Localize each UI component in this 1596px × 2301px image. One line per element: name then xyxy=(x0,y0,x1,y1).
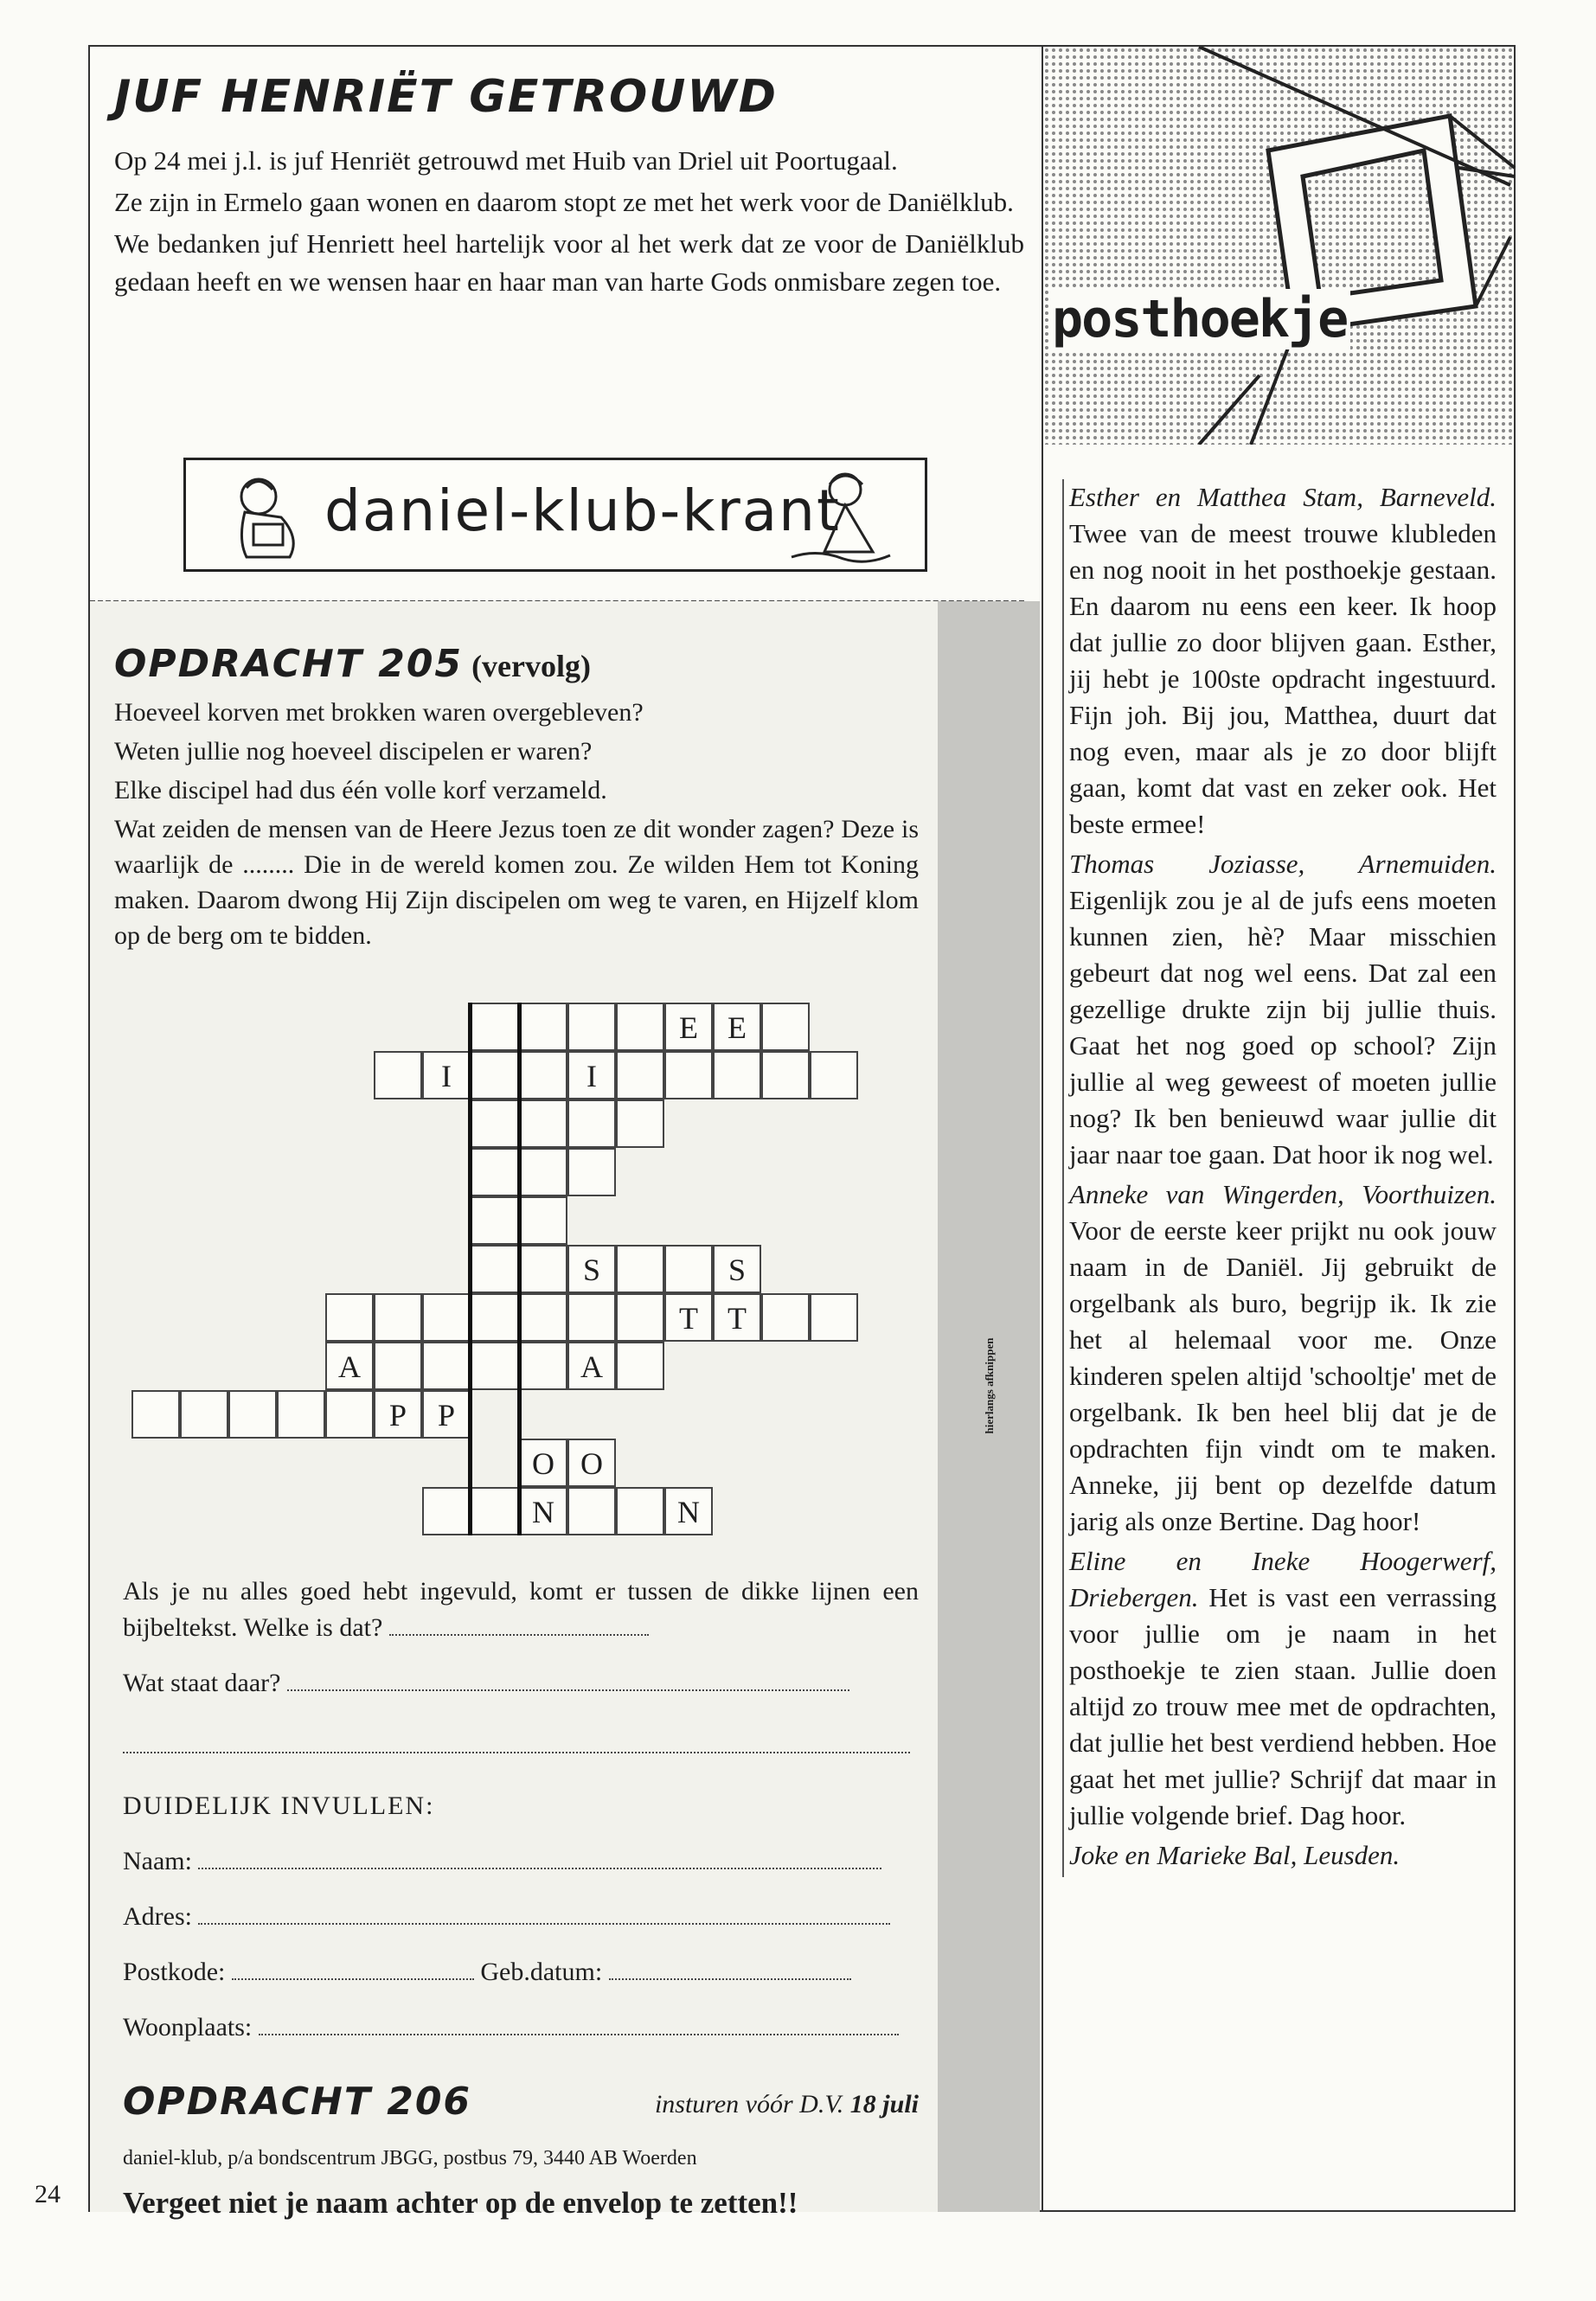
crossword-cell[interactable] xyxy=(519,1148,567,1196)
crossword-cell[interactable]: A xyxy=(325,1342,374,1390)
crossword-cell[interactable] xyxy=(519,1245,567,1293)
answer-form xyxy=(123,1574,919,2046)
cut-here-vertical-label: hierlangs afknippen xyxy=(983,1337,996,1434)
letter-entry xyxy=(1069,846,1497,1173)
crossword-cell[interactable]: P xyxy=(374,1390,422,1439)
announcement-paragraph: We bedanken juf Henriett heel hartelijk voor al het werk dat ze voor de Daniëlklub gedaan heeft en we wensen haar en haar man van harte Gods onmisbare zegen toe. xyxy=(114,228,1024,297)
fill-heading: DUIDELIJK INVULLEN: xyxy=(123,1791,435,1820)
opdracht-206 xyxy=(123,2080,919,2221)
crossword-cell[interactable] xyxy=(374,1342,422,1390)
crossword-cell[interactable]: S xyxy=(713,1245,761,1293)
crossword-cell[interactable]: E xyxy=(664,1003,713,1051)
crossword-cell[interactable]: T xyxy=(713,1293,761,1342)
left-column xyxy=(90,47,1042,2220)
question-line: Weten jullie nog hoeveel discipelen er waren? xyxy=(114,737,593,766)
crossword-cell[interactable] xyxy=(664,1245,713,1293)
crossword-cell[interactable]: A xyxy=(567,1342,616,1390)
announcement-paragraph: Op 24 mei j.l. is juf Henriët getrouwd met Huib van Driel uit Poortugaal. xyxy=(114,145,898,176)
crossword-cell[interactable] xyxy=(616,1003,664,1051)
letter-entry xyxy=(1069,479,1497,843)
crossword-cell[interactable] xyxy=(228,1390,277,1439)
crossword-cell[interactable] xyxy=(567,1099,616,1148)
crossword-cell[interactable]: O xyxy=(519,1439,567,1487)
crossword-cell[interactable]: I xyxy=(422,1051,471,1099)
crossword-cell[interactable] xyxy=(519,1342,567,1390)
letter-entry xyxy=(1069,1543,1497,1834)
crossword-cell[interactable] xyxy=(180,1390,228,1439)
crossword-cell[interactable] xyxy=(567,1293,616,1342)
crossword-cell[interactable]: N xyxy=(519,1487,567,1535)
question-line: Hoeveel korven met brokken waren overgebleven? xyxy=(114,698,644,727)
crossword-cell[interactable] xyxy=(810,1293,858,1342)
envelopes-illustration-icon xyxy=(1043,47,1516,445)
gebdatum-label: Geb.datum: xyxy=(480,1958,603,1986)
right-column xyxy=(1043,47,1514,2210)
posthoekje-title: posthoekje xyxy=(1048,289,1350,349)
crossword-cell[interactable] xyxy=(713,1051,761,1099)
letter-text: Voor de eerste keer prijkt nu ook jouw naam in de Daniël. Jij gebruikt de orgelbank als buro, begrijp ik. Ik zie het al helemaal voor me. Onze kinderen spelen altijd 'schooltje' met de orgelbank. Ik ben heel blij dat je de opdrachten fijn vindt om te maken. Anneke, jij bent op dezelfde datum jarig als onze Bertine. Dag hoor! xyxy=(1069,1215,1497,1536)
crossword-cell[interactable] xyxy=(519,1003,567,1051)
crossword-cell[interactable] xyxy=(471,1099,519,1148)
crossword-cell[interactable] xyxy=(567,1148,616,1196)
answer-line[interactable] xyxy=(287,1670,849,1691)
crossword-cell[interactable] xyxy=(277,1390,325,1439)
question-line: Elke discipel had dus één volle korf verzameld. xyxy=(114,776,607,804)
crossword-cell[interactable]: N xyxy=(664,1487,713,1535)
wat-staat-daar-label: Wat staat daar? xyxy=(123,1669,281,1697)
postkode-field[interactable] xyxy=(232,1959,474,1980)
crossword-thick-line xyxy=(468,1003,472,1535)
crossword-cell[interactable] xyxy=(325,1293,374,1342)
letter-entry xyxy=(1069,1837,1497,1874)
wat-staat-daar-row xyxy=(123,1665,919,1702)
opdracht-205 xyxy=(114,642,919,957)
crossword-cell[interactable] xyxy=(567,1003,616,1051)
crossword-cell[interactable] xyxy=(131,1390,180,1439)
page-number: 24 xyxy=(35,2180,61,2208)
crossword-cell[interactable]: T xyxy=(664,1293,713,1342)
crossword-cell[interactable] xyxy=(616,1487,664,1535)
naam-field[interactable] xyxy=(198,1849,881,1869)
letters-list xyxy=(1062,479,1497,1877)
crossword-cell[interactable] xyxy=(422,1342,471,1390)
letter-text: Eigenlijk zou je al de jufs eens moeten kunnen zien, hè? Maar misschien gebeurt dat nog wel eens. Dat zal een gezellige drukte zijn bij jullie thuis. Gaat het nog goed op school? Zijn jullie al weg geweest of moeten jullie nog? Ik ben benieuwd waar jullie dit jaar naar toe gaan. Dat hoor ik nog wel. xyxy=(1069,885,1497,1170)
crossword-cell[interactable]: S xyxy=(567,1245,616,1293)
crossword-cell[interactable] xyxy=(471,1051,519,1099)
gebdatum-field[interactable] xyxy=(609,1959,851,1980)
crossword-cell[interactable] xyxy=(519,1051,567,1099)
dancing-girl-drawing-icon xyxy=(783,465,895,569)
crossword-cell[interactable] xyxy=(471,1196,519,1245)
crossword-cell[interactable] xyxy=(616,1099,664,1148)
banner-text: daniel-klub-krant xyxy=(324,478,841,544)
crossword-cell[interactable] xyxy=(374,1051,422,1099)
crossword-cell[interactable] xyxy=(422,1487,471,1535)
crossword-cell[interactable]: I xyxy=(567,1051,616,1099)
woonplaats-field[interactable] xyxy=(259,2015,899,2035)
adres-row xyxy=(123,1899,919,1935)
letter-author: Anneke van Wingerden, Voorthuizen. xyxy=(1069,1179,1497,1209)
posthoekje-header xyxy=(1043,47,1516,445)
letter-entry xyxy=(1069,1176,1497,1540)
crossword-puzzle xyxy=(131,1003,910,1556)
crossword-cell[interactable] xyxy=(761,1293,810,1342)
crossword-cell[interactable]: P xyxy=(422,1390,471,1439)
crossword-cell[interactable] xyxy=(761,1003,810,1051)
answer-line[interactable] xyxy=(389,1615,649,1636)
crossword-cell[interactable] xyxy=(471,1245,519,1293)
crossword-cell[interactable] xyxy=(325,1390,374,1439)
naam-label: Naam: xyxy=(123,1847,192,1875)
crossword-cell[interactable]: O xyxy=(567,1439,616,1487)
crossword-cell[interactable] xyxy=(519,1293,567,1342)
magazine-page xyxy=(88,45,1516,2220)
crossword-cell[interactable] xyxy=(616,1245,664,1293)
crossword-cell[interactable] xyxy=(519,1099,567,1148)
letter-author: Thomas Joziasse, Arnemuiden. xyxy=(1069,849,1497,879)
reading-child-drawing-icon xyxy=(221,471,316,566)
opdracht-206-address: daniel-klub, p/a bondscentrum JBGG, postbus 79, 3440 AB Woerden xyxy=(123,2147,697,2170)
opdracht-206-title: OPDRACHT 206 xyxy=(123,2080,472,2124)
postkode-row xyxy=(123,1954,919,1990)
daniel-klub-krant-banner xyxy=(183,458,927,572)
letter-author: Esther en Matthea Stam, Barneveld. xyxy=(1069,482,1497,512)
letter-text: Het is vast een verrassing voor jullie om je naam in het posthoekje te zien staan. Jullie doen altijd zo trouw mee met de opdrachten, dat jullie het best verdiend hebben. Hoe gaat het met jullie? Schrijf dat maar in jullie volgende brief. Dag hoor. xyxy=(1069,1582,1497,1830)
letter-text: Twee van de meest trouwe klubleden en nog nooit in het posthoekje gestaan. En daarom nu eens een keer. Ik hoop dat jullie zo door blijven gaan. Esther, jij hebt je 100ste opdracht ingestuurd. Fijn joh. Bij jou, Matthea, duurt dat nog even, maar als je zo door blijft gaan, komt dat vast en zeker ook. Het beste ermee! xyxy=(1069,518,1497,839)
opdracht-205-subtitle: (vervolg) xyxy=(471,649,591,683)
announcement-paragraph: Ze zijn in Ermelo gaan wonen en daarom stopt ze met het werk voor de Daniëlklub. xyxy=(114,187,1014,217)
answer-line[interactable] xyxy=(123,1733,910,1753)
crossword-cell[interactable] xyxy=(810,1051,858,1099)
opdracht-206-reminder: Vergeet niet je naam achter op de envelop te zetten!! xyxy=(123,2186,798,2220)
opdracht-205-title: OPDRACHT 205 xyxy=(114,642,464,686)
woonplaats-label: Woonplaats: xyxy=(123,2013,253,2041)
crossword-cell[interactable] xyxy=(616,1342,664,1390)
letter-author: Eline en Ineke Hoogerwerf, Driebergen. xyxy=(1069,1546,1497,1612)
crossword-cell[interactable]: E xyxy=(713,1003,761,1051)
opdracht-206-deadline: insturen vóór D.V. 18 juli xyxy=(654,2090,919,2118)
crossword-cell[interactable] xyxy=(519,1196,567,1245)
letter-author: Joke en Marieke Bal, Leusden. xyxy=(1069,1840,1401,1870)
bijbeltekst-question: Als je nu alles goed hebt ingevuld, komt er tussen de dikke lijnen een bijbeltekst. Welke is dat? xyxy=(123,1577,919,1642)
crossword-cell[interactable] xyxy=(471,1293,519,1342)
postkode-label: Postkode: xyxy=(123,1958,226,1986)
announcement xyxy=(114,71,1024,304)
crossword-cell[interactable] xyxy=(567,1487,616,1535)
crossword-cell[interactable] xyxy=(471,1487,519,1535)
question-line: Wat zeiden de mensen van de Heere Jezus toen ze dit wonder zagen? Deze is waarlijk de ........ Die in de wereld komen zou. Ze wilden Hem tot Koning maken. Daarom dwong Hij Zijn discipelen om weg te varen, en Hijzelf klom op de berg om te bidden. xyxy=(114,815,919,950)
crossword-thick-line xyxy=(517,1003,522,1535)
crossword-cell[interactable] xyxy=(422,1293,471,1342)
crossword-cell[interactable] xyxy=(374,1293,422,1342)
announcement-title: JUF HENRIËT GETROUWD xyxy=(114,71,778,123)
adres-field[interactable] xyxy=(198,1904,890,1925)
crossword-cell[interactable] xyxy=(471,1342,519,1390)
crossword-cell[interactable] xyxy=(471,1148,519,1196)
naam-row xyxy=(123,1843,919,1880)
crossword-cell[interactable] xyxy=(471,1003,519,1051)
crossword-cell[interactable] xyxy=(761,1051,810,1099)
adres-label: Adres: xyxy=(123,1902,192,1931)
crossword-cell[interactable] xyxy=(664,1051,713,1099)
woonplaats-row xyxy=(123,2009,919,2046)
crossword-cell[interactable] xyxy=(616,1293,664,1342)
crossword-cell[interactable] xyxy=(616,1051,664,1099)
